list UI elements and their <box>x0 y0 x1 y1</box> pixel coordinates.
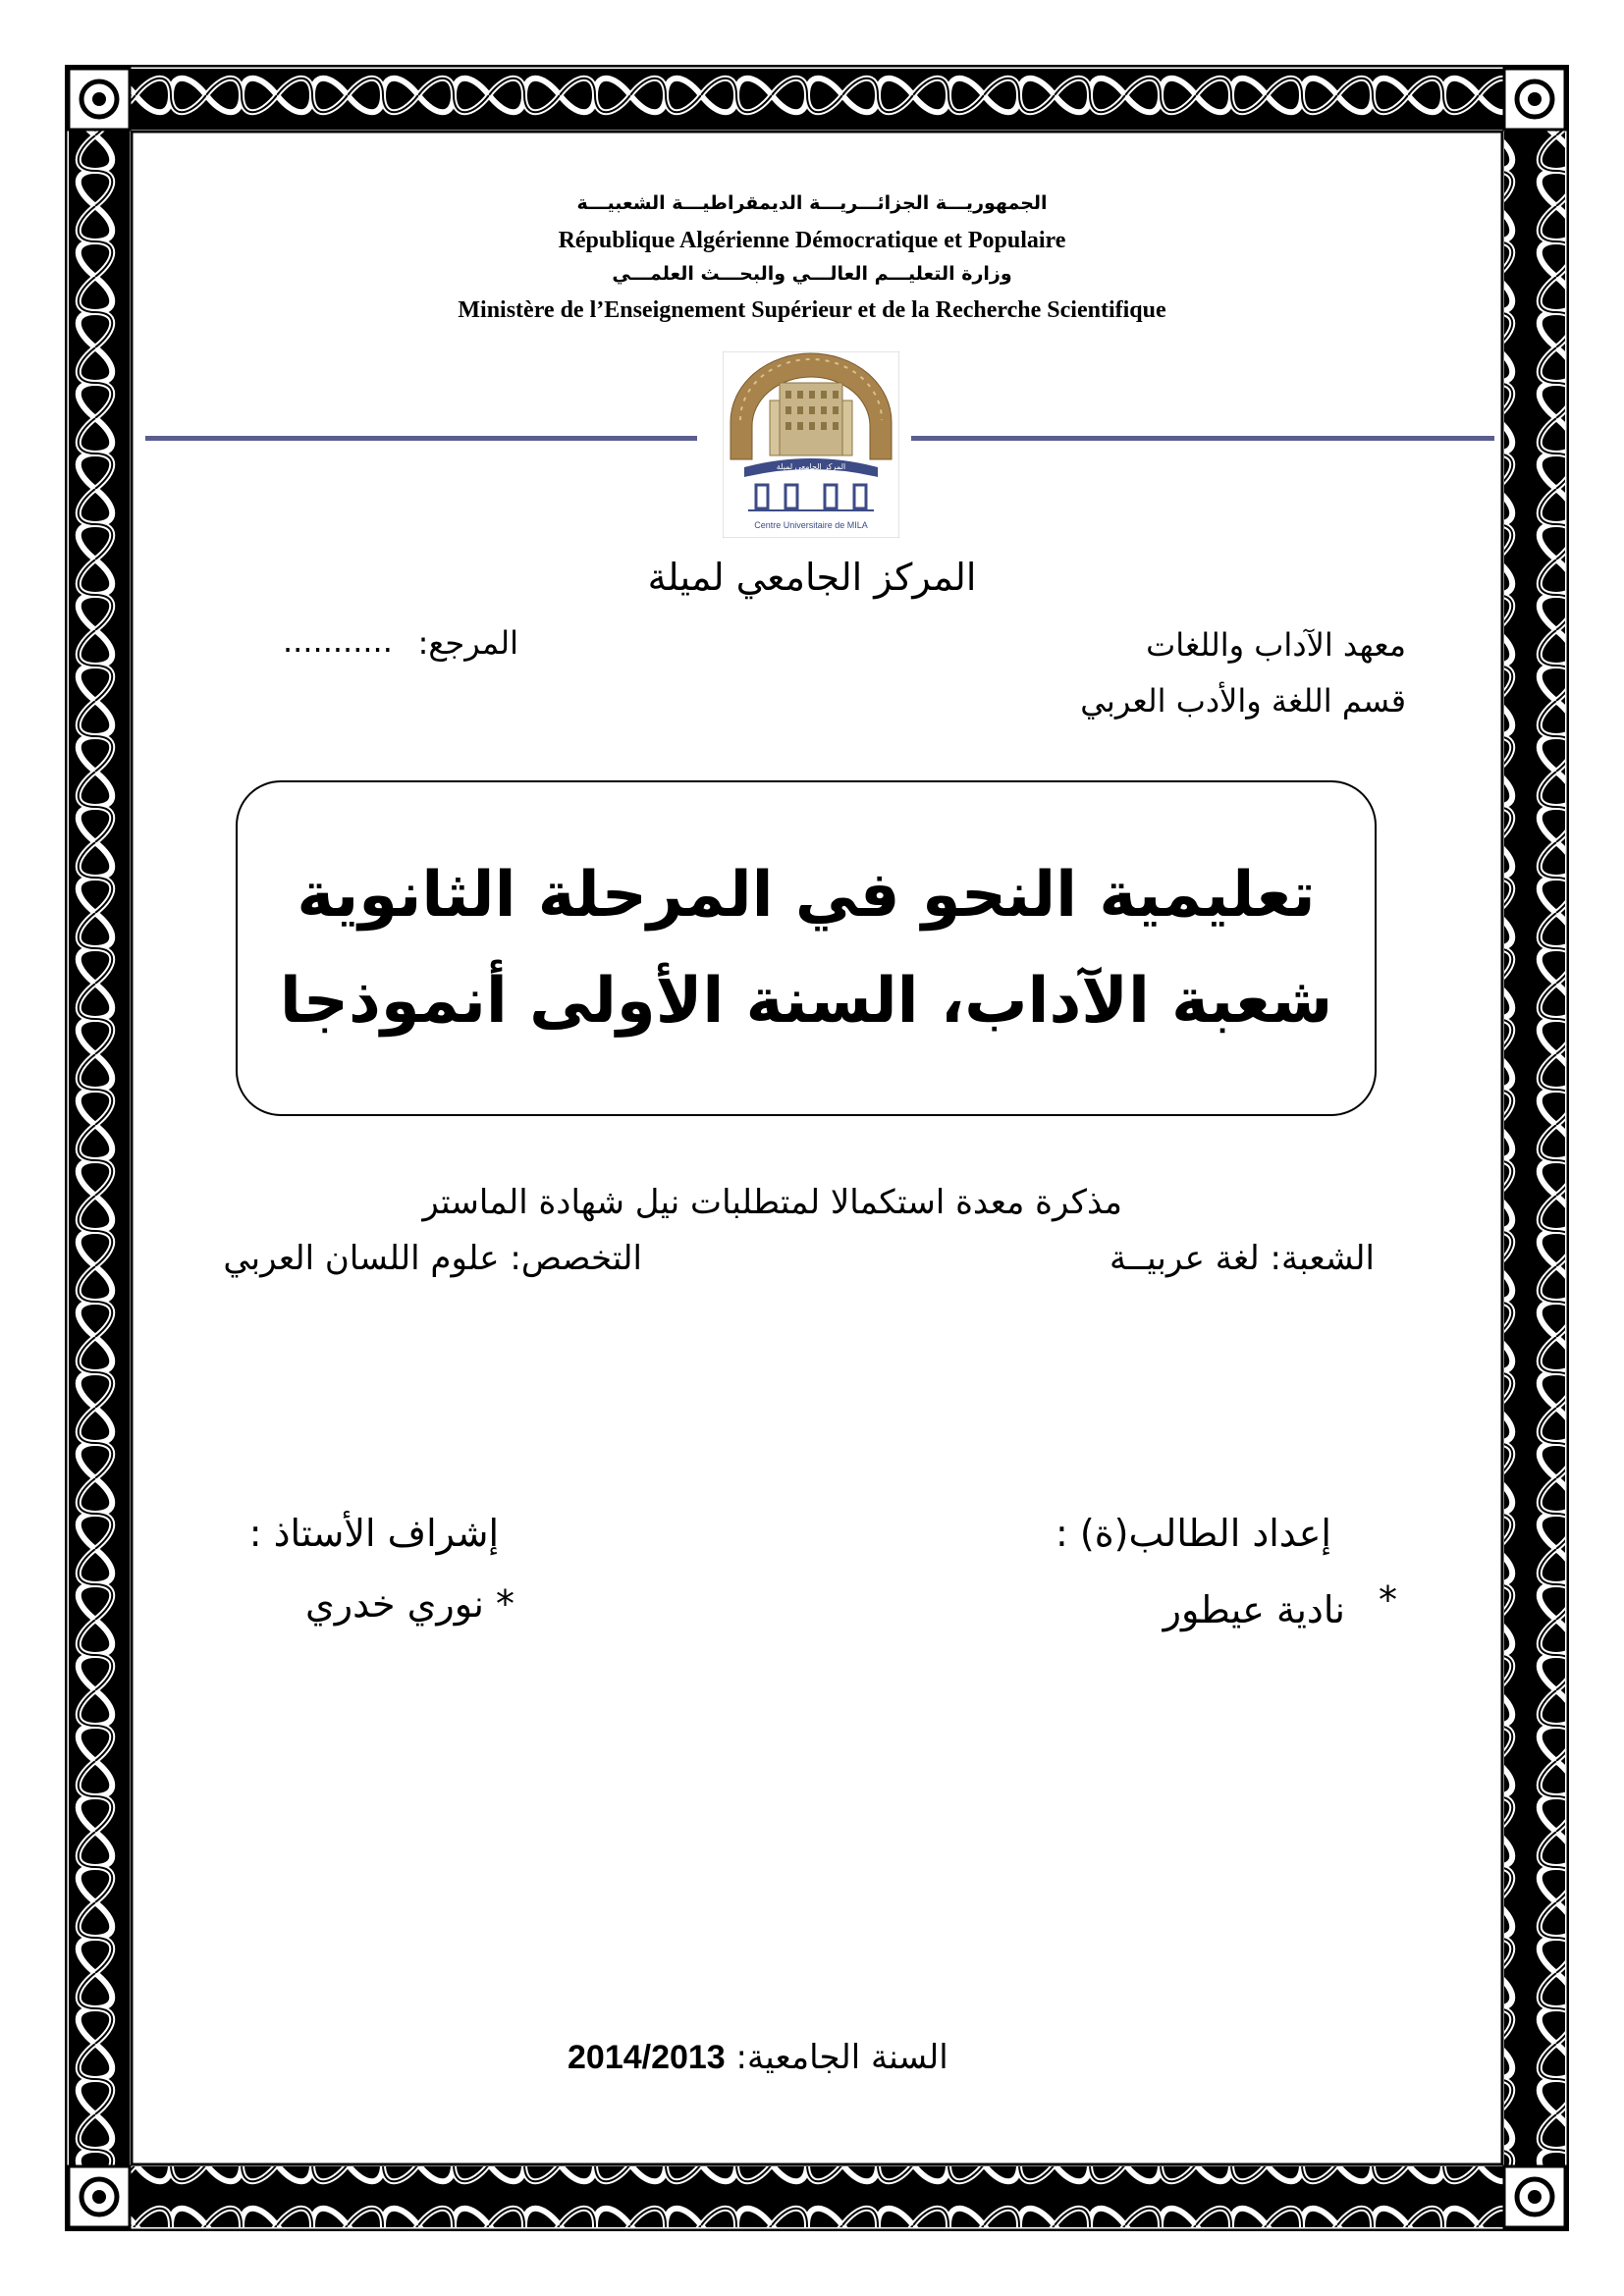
corner-ornament-top-left <box>69 69 130 130</box>
thesis-title-line-1: تعليمية النحو في المرحلة الثانوية <box>297 859 1316 932</box>
thesis-specialty: التخصص: علوم اللسان العربي <box>223 1239 642 1278</box>
thesis-title-box <box>236 780 1377 1116</box>
university-logo <box>723 351 899 538</box>
supervisor-label: إشراف الأستاذ : <box>248 1512 499 1555</box>
republic-french: République Algérienne Démocratique et Populaire <box>558 228 1066 253</box>
reference-value: ........... <box>283 622 393 660</box>
thesis-branch: الشعبة: لغة عربيــة <box>1109 1239 1375 1278</box>
supervisor-name: * نوري خدري <box>305 1582 514 1626</box>
thesis-title-line-2: شعبة الآداب، السنة الأولى أنموذجا <box>279 965 1333 1038</box>
academic-year <box>568 2038 948 2077</box>
student-bullet: * <box>1379 1578 1397 1622</box>
corner-ornament-bottom-left <box>69 2166 130 2227</box>
department-name: قسم اللغة والأدب العربي <box>1080 682 1406 720</box>
republic-arabic: الجمهوريـــة الجزائـــريـــة الديمقراطيـــة الشعبيـــة <box>576 192 1048 214</box>
header-rule-right <box>911 436 1494 441</box>
student-name: نادية عيطور <box>1163 1588 1345 1631</box>
logo-caption: Centre Universitaire de MILA <box>754 520 868 530</box>
reference-label: المرجع: <box>417 624 518 662</box>
thesis-note: مذكرة معدة استكمالا لمتطلبات نيل شهادة الماستر <box>422 1183 1122 1222</box>
header-rule-left <box>145 436 697 441</box>
institute-name: معهد الآداب واللغات <box>1146 626 1406 664</box>
student-label: إعداد الطالب(ة) : <box>1056 1512 1331 1555</box>
academic-year-label: السنة الجامعية: <box>735 2038 948 2077</box>
ministry-french: Ministère de l’Enseignement Supérieur et de la Recherche Scientifique <box>458 297 1166 323</box>
ministry-arabic: وزارة التعليـــم العالـــي والبحـــث العلمـــي <box>612 263 1012 285</box>
academic-year-value: 2014/2013 <box>568 2039 726 2076</box>
university-name: المركز الجامعي لميلة <box>647 556 977 599</box>
corner-ornament-top-right <box>1504 69 1565 130</box>
logo-arabic-inscription: المركز الجامعي لميلة <box>776 462 846 471</box>
corner-ornament-bottom-right <box>1504 2166 1565 2227</box>
